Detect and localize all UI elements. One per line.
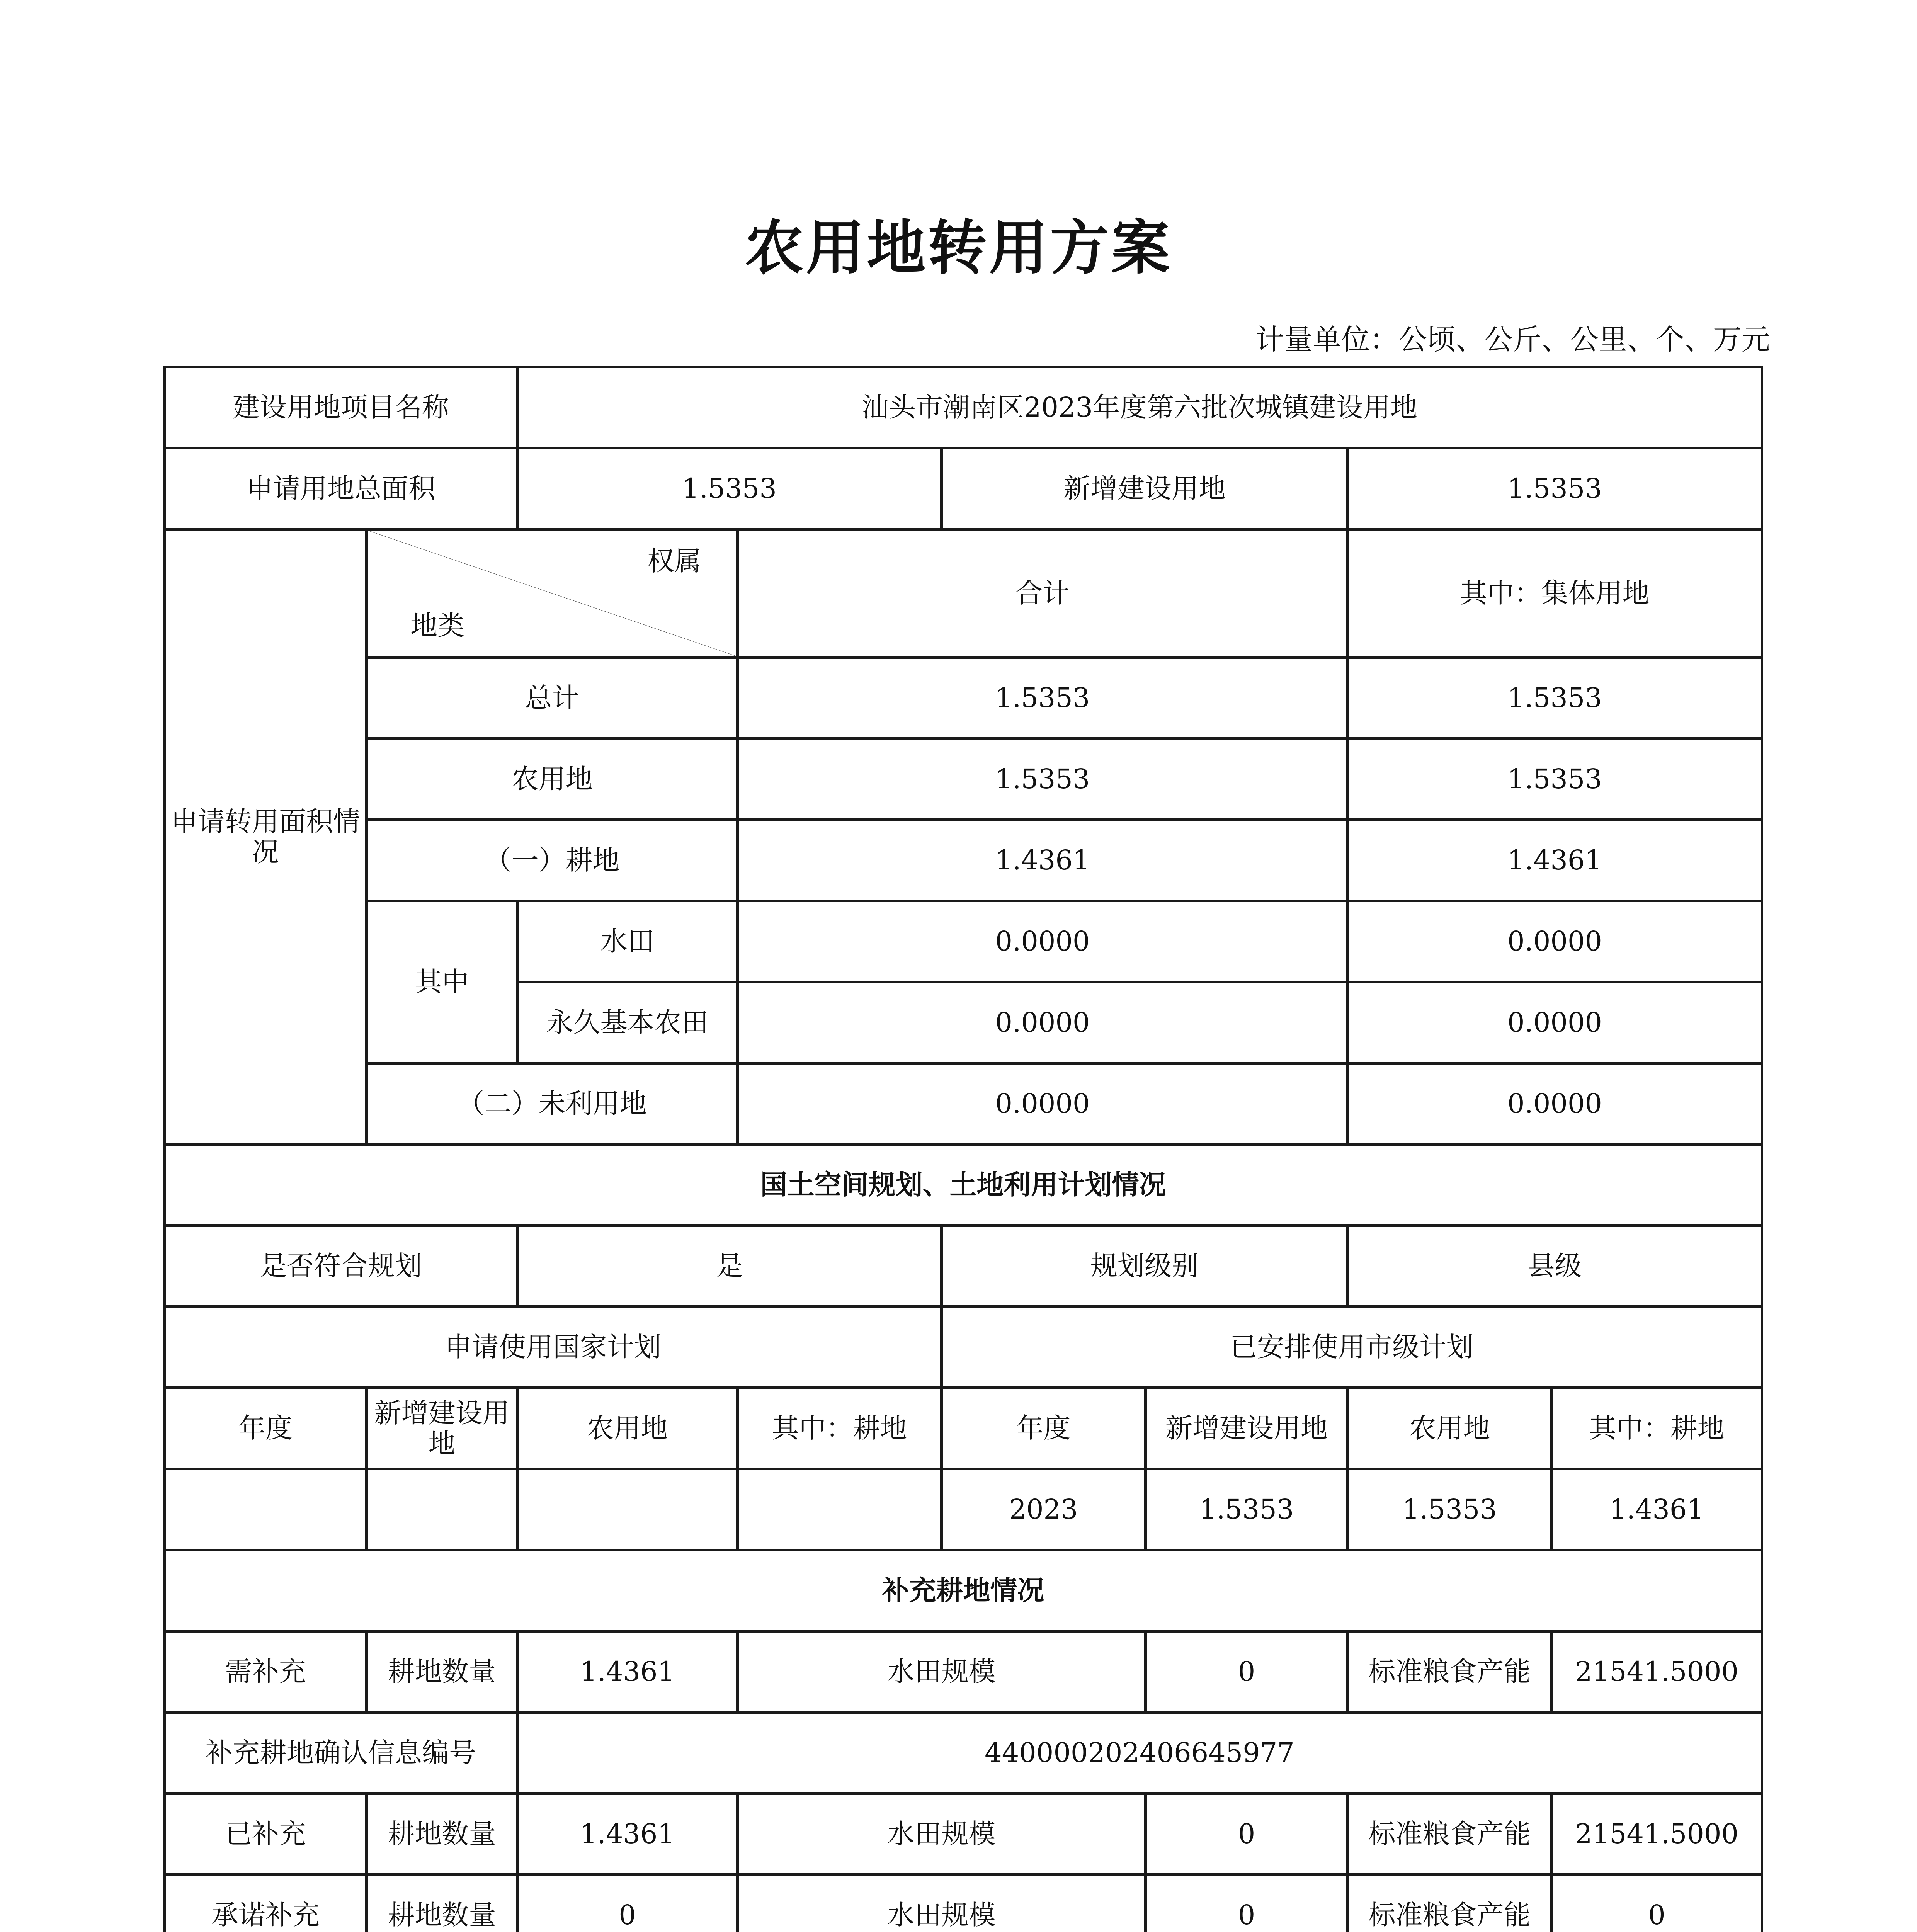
- plan-header: 新增建设用地: [1146, 1388, 1348, 1469]
- national-plan-label: 申请使用国家计划: [165, 1307, 942, 1388]
- plan-value: 2023: [942, 1469, 1146, 1550]
- promise-qty: 0: [517, 1875, 738, 1932]
- project-name-value: 汕头市潮南区2023年度第六批次城镇建设用地: [517, 367, 1762, 448]
- grain-label: 标准粮食产能: [1348, 1631, 1552, 1713]
- row-label: 永久基本农田: [517, 982, 738, 1063]
- row-collective: 1.5353: [1348, 739, 1762, 820]
- conform-label: 是否符合规划: [165, 1226, 517, 1307]
- plan-header: 年度: [165, 1388, 367, 1469]
- row-collective: 0.0000: [1348, 1063, 1762, 1145]
- row-label: 农用地: [367, 739, 738, 820]
- promise-grain: 0: [1552, 1875, 1762, 1932]
- qizhong-label: 其中: [367, 901, 517, 1063]
- grain-label: 标准粮食产能: [1348, 1875, 1552, 1932]
- qty-label: 耕地数量: [367, 1631, 517, 1713]
- plan-header: 新增建设用地: [367, 1388, 517, 1469]
- row-total: 1.4361: [738, 820, 1348, 901]
- new-construction-label: 新增建设用地: [942, 448, 1348, 529]
- done-paddy: 0: [1146, 1794, 1348, 1875]
- row-collective: 0.0000: [1348, 901, 1762, 982]
- done-qty: 1.4361: [517, 1794, 738, 1875]
- plan-value: 1.4361: [1552, 1469, 1762, 1550]
- document-title: 农用地转用方案: [745, 213, 1172, 282]
- row-total: 0.0000: [738, 1063, 1348, 1145]
- row-collective: 1.5353: [1348, 658, 1762, 739]
- paddy-label: 水田规模: [738, 1794, 1146, 1875]
- diagonal-header-cell: [367, 529, 738, 658]
- land-conversion-form: [163, 366, 1763, 1932]
- plan-value: [738, 1469, 942, 1550]
- done-label: 已补充: [165, 1794, 367, 1875]
- row-label: （一）耕地: [367, 820, 738, 901]
- row-total: 0.0000: [738, 982, 1348, 1063]
- row-total: 0.0000: [738, 901, 1348, 982]
- plan-header: 其中：耕地: [738, 1388, 942, 1469]
- total-area-value: 1.5353: [517, 448, 942, 529]
- confirm-no-label: 补充耕地确认信息编号: [165, 1713, 517, 1794]
- row-total: 1.5353: [738, 658, 1348, 739]
- plan-value: [367, 1469, 517, 1550]
- qty-label: 耕地数量: [367, 1794, 517, 1875]
- supplement-section-title: 补充耕地情况: [165, 1550, 1762, 1631]
- plan-value: 1.5353: [1348, 1469, 1552, 1550]
- row-total: 1.5353: [738, 739, 1348, 820]
- row-label: （二）未利用地: [367, 1063, 738, 1145]
- planning-section-title: 国土空间规划、土地利用计划情况: [165, 1145, 1762, 1226]
- unit-note: 计量单位：公顷、公斤、公里、个、万元: [1255, 323, 1770, 356]
- conversion-group-label: 申请转用面积情况: [165, 529, 367, 1145]
- plan-header: 年度: [942, 1388, 1146, 1469]
- plan-header: 农用地: [517, 1388, 738, 1469]
- col-total-header: 合计: [738, 529, 1348, 658]
- row-collective: 1.4361: [1348, 820, 1762, 901]
- row-label: 水田: [517, 901, 738, 982]
- promise-label: 承诺补充: [165, 1875, 367, 1932]
- need-grain: 21541.5000: [1552, 1631, 1762, 1713]
- plan-level-value: 县级: [1348, 1226, 1762, 1307]
- row-collective: 0.0000: [1348, 982, 1762, 1063]
- row-label: 总计: [367, 658, 738, 739]
- conform-value: 是: [517, 1226, 942, 1307]
- project-name-label: 建设用地项目名称: [165, 367, 517, 448]
- plan-value: 1.5353: [1146, 1469, 1348, 1550]
- need-paddy: 0: [1146, 1631, 1348, 1713]
- done-grain: 21541.5000: [1552, 1794, 1762, 1875]
- city-plan-label: 已安排使用市级计划: [942, 1307, 1762, 1388]
- grain-label: 标准粮食产能: [1348, 1794, 1552, 1875]
- plan-header: 其中：耕地: [1552, 1388, 1762, 1469]
- confirm-no-value: 440000202406645977: [517, 1713, 1762, 1794]
- paddy-label: 水田规模: [738, 1631, 1146, 1713]
- plan-value: [165, 1469, 367, 1550]
- plan-header: 农用地: [1348, 1388, 1552, 1469]
- qty-label: 耕地数量: [367, 1875, 517, 1932]
- need-label: 需补充: [165, 1631, 367, 1713]
- promise-paddy: 0: [1146, 1875, 1348, 1932]
- header-landtype: 地类: [410, 609, 464, 641]
- plan-value: [517, 1469, 738, 1550]
- paddy-label: 水田规模: [738, 1875, 1146, 1932]
- need-qty: 1.4361: [517, 1631, 738, 1713]
- plan-level-label: 规划级别: [942, 1226, 1348, 1307]
- header-ownership: 权属: [647, 545, 701, 577]
- total-area-label: 申请用地总面积: [165, 448, 517, 529]
- col-collective-header: 其中：集体用地: [1348, 529, 1762, 658]
- new-construction-value: 1.5353: [1348, 448, 1762, 529]
